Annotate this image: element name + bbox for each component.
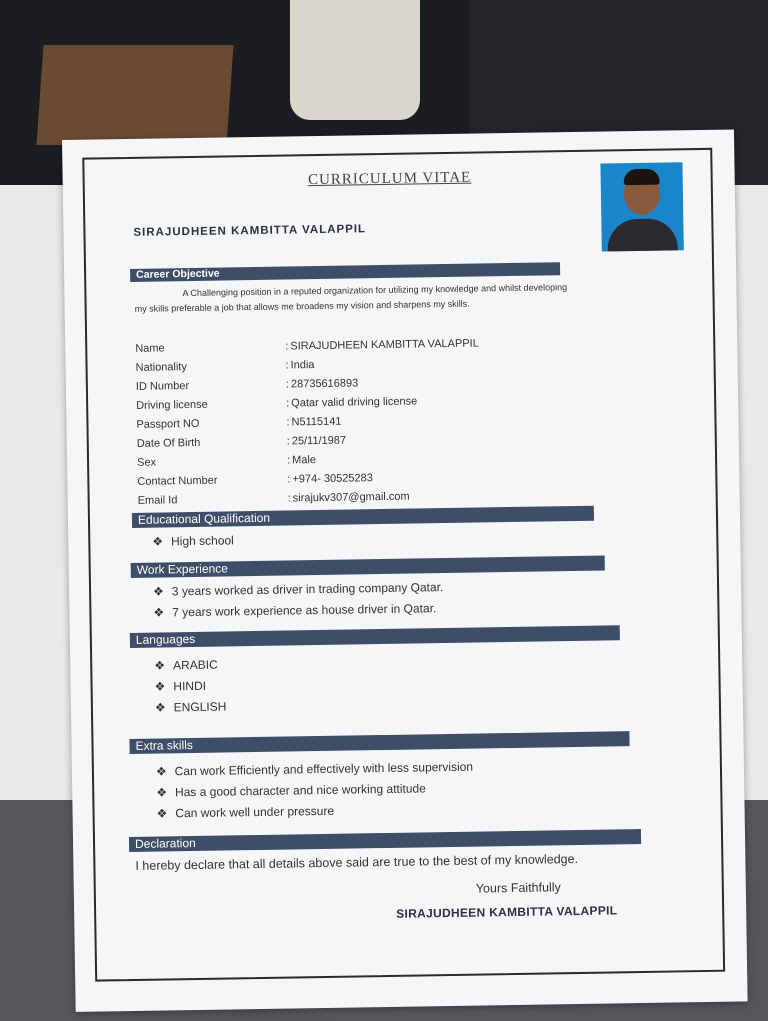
info-value: : N5115141 [286,415,341,428]
photo-shirt [607,218,678,251]
list-item [154,674,226,696]
career-objective-text: A Challenging position in a reputed organization for utilizing my knowledge and whilst developing my skills preferable a job that allows me broadens my vision and sharpens my skills. [134,282,568,314]
info-value: : +974- 30525283 [287,472,373,485]
education-heading: Educational Qualification [132,506,594,528]
info-label: ID Number [135,379,190,393]
signature-name: SIRAJUDHEEN KAMBITTA VALAPPIL [396,903,618,921]
list-item [152,529,234,551]
list-item [153,597,444,623]
list-item-text: ARABIC [172,657,218,672]
info-value: : India [285,359,314,371]
work-experience-list [153,576,444,623]
diamond-bullet-icon: ❖ [154,699,166,715]
work-experience-heading: Work Experience [131,556,605,578]
info-label: Nationality [135,360,188,374]
info-label: Driving license [136,398,208,412]
background-bucket [290,0,420,120]
extra-skills-list [156,756,474,824]
list-item [156,798,473,824]
diamond-bullet-icon: ❖ [154,678,166,694]
info-label: Contact Number [137,474,218,488]
photo-hair [624,169,660,186]
list-item [154,653,226,675]
diamond-bullet-icon: ❖ [155,763,167,779]
diamond-bullet-icon: ❖ [152,533,164,549]
diamond-bullet-icon: ❖ [152,583,164,599]
declaration-heading: Declaration [129,829,641,852]
languages-list [154,653,226,717]
diamond-bullet-icon: ❖ [156,805,168,821]
list-item-text: High school [170,532,234,548]
languages-heading: Languages [130,625,620,648]
closing-text: Yours Faithfully [475,880,561,896]
personal-details [135,332,598,510]
info-label: Passport NO [136,417,200,431]
list-item-text: 7 years work experience as house driver in Qatar. [172,600,437,619]
list-item [155,695,227,717]
education-list [152,529,234,551]
background-desk [37,45,234,145]
page-border [82,148,725,982]
info-value: : Qatar valid driving license [286,395,417,409]
cv-paper-sheet [62,129,748,1011]
info-label: Sex [136,456,157,469]
list-item-text: ENGLISH [173,698,227,714]
candidate-name: SIRAJUDHEEN KAMBITTA VALAPPIL [133,223,367,239]
info-label: Email Id [137,493,178,507]
list-item-text: Can work well under pressure [175,803,335,820]
list-item-text: Has a good character and nice working attitude [174,780,426,799]
document-title: CURRICULUM VITAE [307,169,472,189]
diamond-bullet-icon: ❖ [153,604,165,620]
profile-photo [600,162,683,251]
career-objective-heading: Career Objective [130,262,560,282]
info-label: Name [135,341,165,355]
list-item-text: HINDI [173,678,207,693]
info-value: : SIRAJUDHEEN KAMBITTA VALAPPIL [285,337,479,352]
info-value: : 25/11/1987 [287,434,346,447]
diamond-bullet-icon: ❖ [156,784,168,800]
list-item-text: 3 years worked as driver in trading company Qatar. [171,579,444,598]
declaration-text: I hereby declare that all details above said are true to the best of my knowledge. [135,851,579,873]
extra-skills-heading: Extra skills [129,731,629,754]
diamond-bullet-icon: ❖ [154,657,166,673]
info-value: : Male [287,454,316,466]
list-item-text: Can work Efficiently and effectively with less supervision [174,759,474,778]
info-label: Date Of Birth [136,436,201,450]
info-value: : 28735616893 [286,377,359,390]
info-value: : sirajukv307@gmail.com [288,490,410,504]
